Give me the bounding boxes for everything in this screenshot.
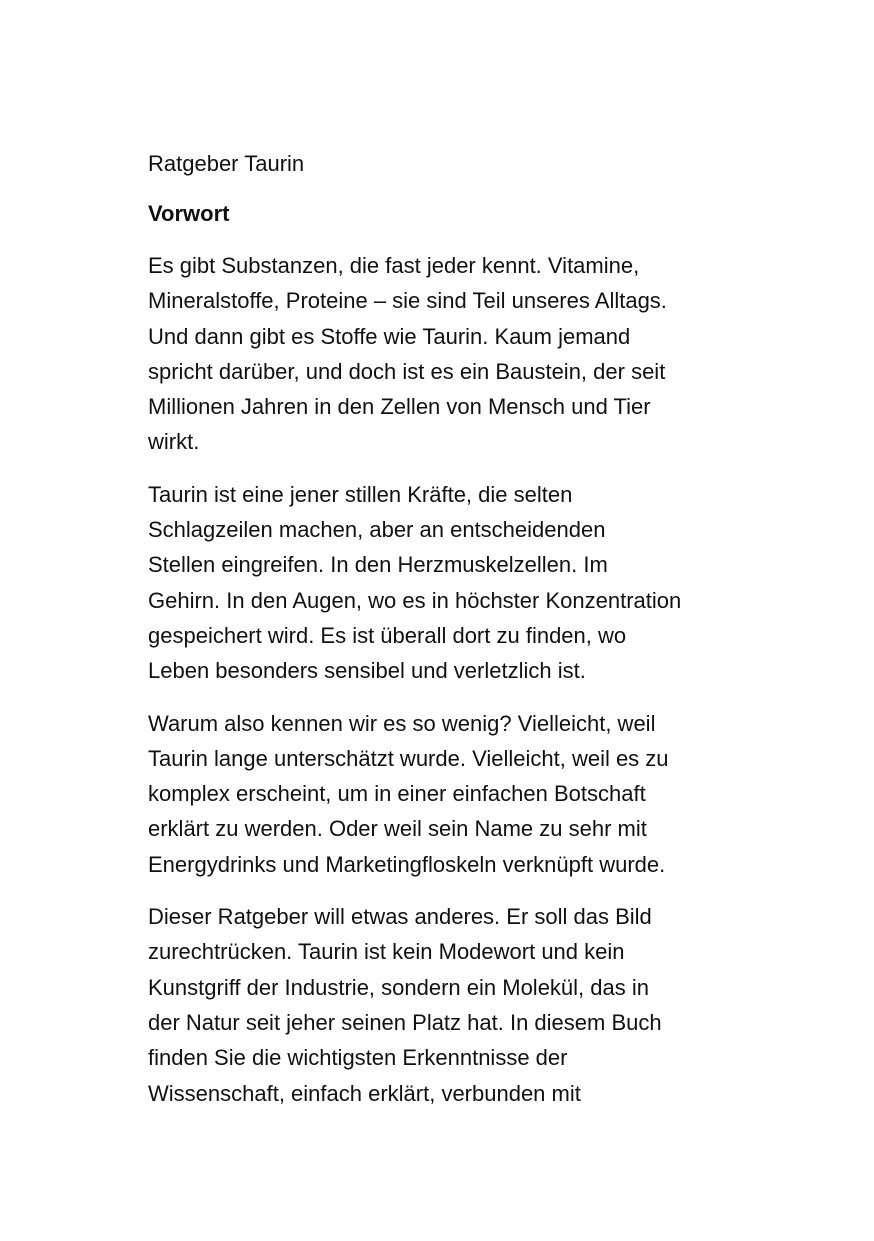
text-line: zurechtrücken. Taurin ist kein Modewort und kein xyxy=(148,939,625,965)
text-line: komplex erscheint, um in einer einfachen Botschaft xyxy=(148,781,646,807)
text-line: Kunstgriff der Industrie, sondern ein Molekül, das in xyxy=(148,974,649,1000)
text-line: Taurin ist eine jener stillen Kräfte, die selten xyxy=(148,481,573,507)
text-line: Stellen eingreifen. In den Herzmuskelzellen. Im xyxy=(148,552,608,578)
page-content xyxy=(148,146,748,1111)
text-line: Schlagzeilen machen, aber an entscheidenden xyxy=(148,517,606,543)
text-line: Leben besonders sensibel und verletzlich ist. xyxy=(148,658,586,684)
text-line: Und dann gibt es Stoffe wie Taurin. Kaum jemand xyxy=(148,323,631,349)
document-title: Ratgeber Taurin xyxy=(148,151,305,176)
paragraph xyxy=(148,706,748,882)
text-line: erklärt zu werden. Oder weil sein Name zu sehr mit xyxy=(148,816,647,842)
text-line: spricht darüber, und doch ist es ein Baustein, der seit xyxy=(148,358,666,384)
text-line: finden Sie die wichtigsten Erkenntnisse der xyxy=(148,1045,568,1071)
text-line: Wissenschaft, einfach erklärt, verbunden mit xyxy=(148,1080,581,1106)
text-line: Mineralstoffe, Proteine – sie sind Teil unseres Alltags. xyxy=(148,288,667,314)
paragraph xyxy=(148,248,748,460)
text-line: Gehirn. In den Augen, wo es in höchster Konzentration xyxy=(148,587,682,613)
text-line: Energydrinks und Marketingfloskeln verknüpft wurde. xyxy=(148,851,666,877)
text-line: Warum also kennen wir es so wenig? Vielleicht, weil xyxy=(148,710,656,736)
text-line: der Natur seit jeher seinen Platz hat. In diesem Buch xyxy=(148,1009,662,1035)
text-line: gespeichert wird. Es ist überall dort zu finden, wo xyxy=(148,622,627,648)
text-line: wirkt. xyxy=(148,429,200,455)
text-line: Es gibt Substanzen, die fast jeder kennt. Vitamine, xyxy=(148,253,640,278)
paragraph xyxy=(148,899,748,1111)
text-line: Dieser Ratgeber will etwas anderes. Er soll das Bild xyxy=(148,904,652,930)
text-line: Taurin lange unterschätzt wurde. Vielleicht, weil es zu xyxy=(148,745,669,771)
paragraph xyxy=(148,477,748,689)
text-line: Millionen Jahren in den Zellen von Mensch und Tier xyxy=(148,394,651,420)
section-heading: Vorwort xyxy=(148,201,230,226)
